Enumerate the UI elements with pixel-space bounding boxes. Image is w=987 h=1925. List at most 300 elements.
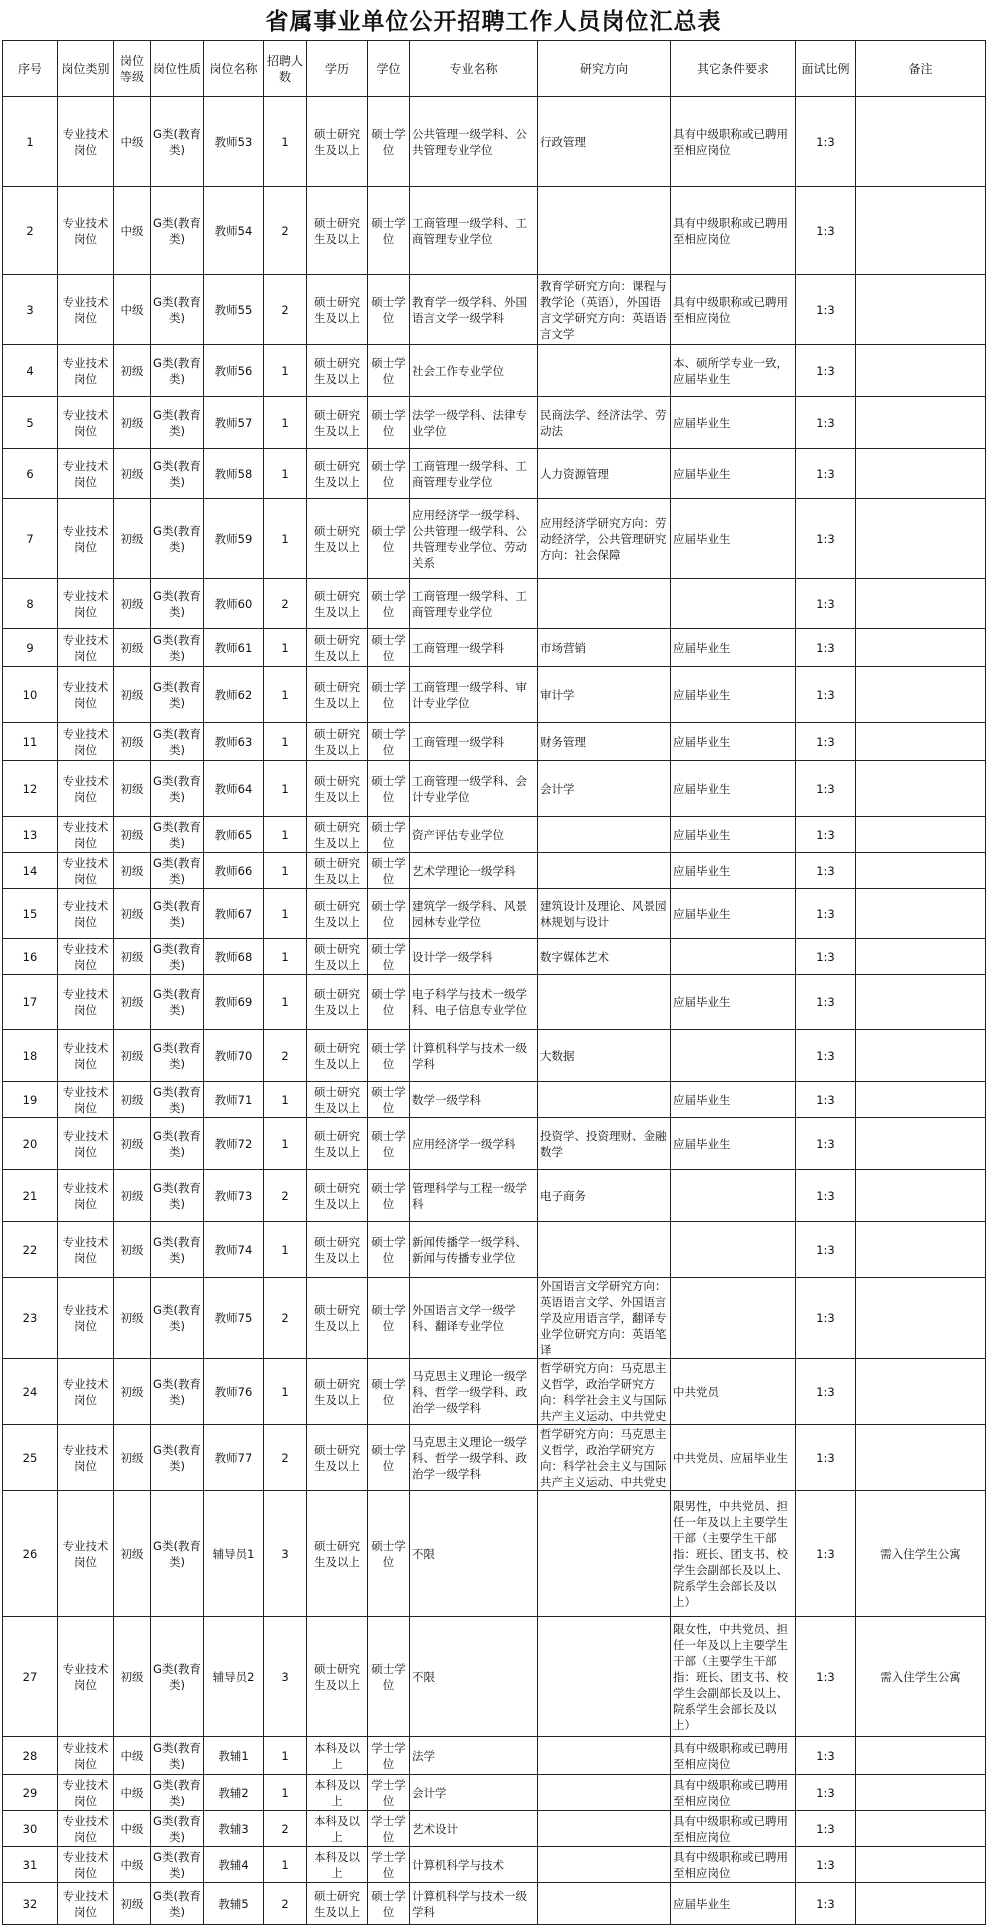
- cell-education: 硕士研究生及以上: [307, 1222, 368, 1278]
- cell-requirements: 应届毕业生: [671, 853, 796, 889]
- cell-remark: [856, 1118, 986, 1170]
- cell-count: 2: [264, 187, 307, 275]
- cell-count: 2: [264, 275, 307, 345]
- cell-index: 1: [3, 97, 58, 187]
- cell-research: 市场营销: [538, 629, 671, 667]
- cell-research: 投资学、投资理财、金融数学: [538, 1118, 671, 1170]
- cell-index: 15: [3, 889, 58, 939]
- cell-degree: 硕士学位: [368, 1491, 410, 1617]
- table-row: [3, 1811, 986, 1847]
- cell-degree: 硕士学位: [368, 853, 410, 889]
- cell-category: 专业技术岗位: [58, 1847, 114, 1883]
- cell-position: 教师71: [204, 1082, 264, 1118]
- cell-index: 23: [3, 1278, 58, 1359]
- cell-major: 建筑学一级学科、风景园林专业学位: [410, 889, 538, 939]
- table-row: [3, 1883, 986, 1925]
- cell-research: [538, 1737, 671, 1775]
- cell-education: 硕士研究生及以上: [307, 629, 368, 667]
- cell-position: 教师65: [204, 817, 264, 853]
- cell-category: 专业技术岗位: [58, 187, 114, 275]
- cell-research: 民商法学、经济法学、劳动法: [538, 397, 671, 449]
- cell-education: 硕士研究生及以上: [307, 1278, 368, 1359]
- cell-research: [538, 1775, 671, 1811]
- cell-research: 哲学研究方向：马克思主义哲学，政治学研究方向：科学社会主义与国际共产主义运动、中共党史: [538, 1425, 671, 1491]
- cell-requirements: [671, 579, 796, 629]
- cell-requirements: 应届毕业生: [671, 1883, 796, 1925]
- cell-remark: [856, 1030, 986, 1082]
- cell-major: 外国语言文学一级学科、翻译专业学位: [410, 1278, 538, 1359]
- cell-degree: 硕士学位: [368, 889, 410, 939]
- cell-category: 专业技术岗位: [58, 1030, 114, 1082]
- cell-interview-ratio: 1:3: [796, 723, 856, 761]
- cell-degree: 硕士学位: [368, 723, 410, 761]
- cell-category: 专业技术岗位: [58, 345, 114, 397]
- cell-major: 计算机科学与技术: [410, 1847, 538, 1883]
- cell-interview-ratio: 1:3: [796, 1737, 856, 1775]
- table-row: [3, 723, 986, 761]
- cell-research: [538, 187, 671, 275]
- cell-major: 工商管理一级学科、审计专业学位: [410, 667, 538, 723]
- cell-research: [538, 853, 671, 889]
- cell-level: 初级: [114, 975, 151, 1030]
- cell-requirements: 具有中级职称或已聘用至相应岗位: [671, 1737, 796, 1775]
- cell-research: [538, 579, 671, 629]
- cell-interview-ratio: 1:3: [796, 1775, 856, 1811]
- table-row: [3, 1222, 986, 1278]
- cell-count: 2: [264, 1811, 307, 1847]
- cell-remark: [856, 975, 986, 1030]
- cell-nature: G类(教育类): [151, 1737, 204, 1775]
- cell-position: 教师77: [204, 1425, 264, 1491]
- cell-degree: 硕士学位: [368, 1278, 410, 1359]
- header-cell: 序号: [3, 41, 58, 97]
- cell-position: 辅导员2: [204, 1617, 264, 1737]
- cell-nature: G类(教育类): [151, 889, 204, 939]
- cell-requirements: 应届毕业生: [671, 817, 796, 853]
- cell-nature: G类(教育类): [151, 629, 204, 667]
- cell-category: 专业技术岗位: [58, 499, 114, 579]
- cell-requirements: 具有中级职称或已聘用至相应岗位: [671, 1775, 796, 1811]
- cell-level: 初级: [114, 1030, 151, 1082]
- header-cell: 岗位名称: [204, 41, 264, 97]
- table-row: [3, 1425, 986, 1491]
- cell-interview-ratio: 1:3: [796, 629, 856, 667]
- cell-level: 中级: [114, 275, 151, 345]
- cell-index: 26: [3, 1491, 58, 1617]
- cell-interview-ratio: 1:3: [796, 889, 856, 939]
- table-row: [3, 817, 986, 853]
- cell-count: 1: [264, 1775, 307, 1811]
- cell-nature: G类(教育类): [151, 1847, 204, 1883]
- cell-degree: 硕士学位: [368, 499, 410, 579]
- cell-research: [538, 1617, 671, 1737]
- cell-position: 教师75: [204, 1278, 264, 1359]
- cell-index: 27: [3, 1617, 58, 1737]
- cell-major: 教育学一级学科、外国语言文学一级学科: [410, 275, 538, 345]
- cell-education: 硕士研究生及以上: [307, 275, 368, 345]
- cell-remark: [856, 939, 986, 975]
- table-row: [3, 275, 986, 345]
- cell-nature: G类(教育类): [151, 723, 204, 761]
- cell-requirements: 应届毕业生: [671, 397, 796, 449]
- cell-category: 专业技术岗位: [58, 629, 114, 667]
- cell-requirements: [671, 1278, 796, 1359]
- cell-education: 硕士研究生及以上: [307, 817, 368, 853]
- cell-education: 硕士研究生及以上: [307, 853, 368, 889]
- cell-degree: 硕士学位: [368, 1425, 410, 1491]
- cell-remark: [856, 579, 986, 629]
- cell-nature: G类(教育类): [151, 975, 204, 1030]
- header-cell: 岗位等级: [114, 41, 151, 97]
- cell-level: 初级: [114, 723, 151, 761]
- cell-requirements: 应届毕业生: [671, 975, 796, 1030]
- cell-position: 教师53: [204, 97, 264, 187]
- cell-education: 本科及以上: [307, 1847, 368, 1883]
- cell-degree: 硕士学位: [368, 975, 410, 1030]
- cell-count: 2: [264, 1030, 307, 1082]
- cell-interview-ratio: 1:3: [796, 449, 856, 499]
- cell-position: 教师63: [204, 723, 264, 761]
- cell-position: 教师54: [204, 187, 264, 275]
- cell-index: 16: [3, 939, 58, 975]
- cell-education: 硕士研究生及以上: [307, 499, 368, 579]
- cell-remark: [856, 187, 986, 275]
- cell-education: 硕士研究生及以上: [307, 1425, 368, 1491]
- table-row: [3, 1617, 986, 1737]
- cell-remark: [856, 1737, 986, 1775]
- cell-education: 硕士研究生及以上: [307, 1883, 368, 1925]
- cell-education: 硕士研究生及以上: [307, 187, 368, 275]
- cell-index: 30: [3, 1811, 58, 1847]
- header-cell: 学历: [307, 41, 368, 97]
- cell-interview-ratio: 1:3: [796, 1170, 856, 1222]
- cell-remark: 需入住学生公寓: [856, 1617, 986, 1737]
- cell-position: 教辅4: [204, 1847, 264, 1883]
- cell-degree: 学士学位: [368, 1737, 410, 1775]
- cell-level: 中级: [114, 1811, 151, 1847]
- cell-interview-ratio: 1:3: [796, 817, 856, 853]
- cell-major: 工商管理一级学科: [410, 723, 538, 761]
- table-row: [3, 1118, 986, 1170]
- cell-remark: [856, 889, 986, 939]
- cell-position: 教师68: [204, 939, 264, 975]
- cell-research: 外国语言文学研究方向：英语语言文学、外国语言学及应用语言学，翻译专业学位研究方向：英语笔译: [538, 1278, 671, 1359]
- cell-category: 专业技术岗位: [58, 579, 114, 629]
- cell-research: 建筑设计及理论、风景园林规划与设计: [538, 889, 671, 939]
- cell-research: [538, 1082, 671, 1118]
- cell-nature: G类(教育类): [151, 97, 204, 187]
- cell-remark: [856, 345, 986, 397]
- cell-requirements: 具有中级职称或已聘用至相应岗位: [671, 187, 796, 275]
- cell-position: 教师70: [204, 1030, 264, 1082]
- cell-level: 初级: [114, 1425, 151, 1491]
- cell-category: 专业技术岗位: [58, 1491, 114, 1617]
- cell-nature: G类(教育类): [151, 397, 204, 449]
- cell-major: 会计学: [410, 1775, 538, 1811]
- cell-level: 中级: [114, 97, 151, 187]
- cell-degree: 硕士学位: [368, 579, 410, 629]
- cell-position: 教师59: [204, 499, 264, 579]
- cell-nature: G类(教育类): [151, 1170, 204, 1222]
- header-cell: 其它条件要求: [671, 41, 796, 97]
- table-row: [3, 97, 986, 187]
- cell-education: 硕士研究生及以上: [307, 723, 368, 761]
- cell-category: 专业技术岗位: [58, 1737, 114, 1775]
- cell-count: 3: [264, 1617, 307, 1737]
- cell-count: 1: [264, 723, 307, 761]
- cell-nature: G类(教育类): [151, 1030, 204, 1082]
- cell-degree: 硕士学位: [368, 1222, 410, 1278]
- cell-remark: [856, 1425, 986, 1491]
- table-row: [3, 1847, 986, 1883]
- header-cell: 专业名称: [410, 41, 538, 97]
- table-row: [3, 187, 986, 275]
- cell-level: 初级: [114, 761, 151, 817]
- cell-remark: [856, 1811, 986, 1847]
- cell-index: 21: [3, 1170, 58, 1222]
- cell-remark: [856, 761, 986, 817]
- cell-count: 1: [264, 97, 307, 187]
- cell-education: 硕士研究生及以上: [307, 345, 368, 397]
- cell-category: 专业技术岗位: [58, 667, 114, 723]
- cell-interview-ratio: 1:3: [796, 1811, 856, 1847]
- cell-index: 3: [3, 275, 58, 345]
- cell-count: 1: [264, 449, 307, 499]
- cell-major: 社会工作专业学位: [410, 345, 538, 397]
- cell-level: 初级: [114, 579, 151, 629]
- cell-research: 应用经济学研究方向：劳动经济学，公共管理研究方向：社会保障: [538, 499, 671, 579]
- cell-interview-ratio: 1:3: [796, 187, 856, 275]
- cell-degree: 硕士学位: [368, 1030, 410, 1082]
- cell-degree: 硕士学位: [368, 1359, 410, 1425]
- cell-nature: G类(教育类): [151, 939, 204, 975]
- table-body: [3, 97, 986, 1925]
- cell-position: 教辅3: [204, 1811, 264, 1847]
- cell-remark: [856, 723, 986, 761]
- cell-degree: 硕士学位: [368, 629, 410, 667]
- cell-count: 2: [264, 1278, 307, 1359]
- cell-education: 本科及以上: [307, 1775, 368, 1811]
- cell-requirements: 应届毕业生: [671, 1082, 796, 1118]
- cell-major: 应用经济学一级学科: [410, 1118, 538, 1170]
- cell-index: 32: [3, 1883, 58, 1925]
- cell-research: 会计学: [538, 761, 671, 817]
- cell-degree: 硕士学位: [368, 761, 410, 817]
- cell-interview-ratio: 1:3: [796, 579, 856, 629]
- cell-nature: G类(教育类): [151, 1278, 204, 1359]
- cell-research: [538, 817, 671, 853]
- cell-requirements: 具有中级职称或已聘用至相应岗位: [671, 1811, 796, 1847]
- cell-major: 工商管理一级学科: [410, 629, 538, 667]
- cell-category: 专业技术岗位: [58, 97, 114, 187]
- header-cell: 招聘人数: [264, 41, 307, 97]
- cell-count: 1: [264, 397, 307, 449]
- cell-level: 初级: [114, 853, 151, 889]
- cell-education: 硕士研究生及以上: [307, 1491, 368, 1617]
- cell-position: 教师56: [204, 345, 264, 397]
- cell-category: 专业技术岗位: [58, 1082, 114, 1118]
- cell-nature: G类(教育类): [151, 1425, 204, 1491]
- cell-research: [538, 1811, 671, 1847]
- cell-count: 1: [264, 1082, 307, 1118]
- cell-requirements: 应届毕业生: [671, 1118, 796, 1170]
- cell-count: 1: [264, 1118, 307, 1170]
- cell-requirements: 限男性，中共党员、担任一年及以上主要学生干部（主要学生干部指：班长、团支书、校学生会副部长及以上、院系学生会部长及以上）: [671, 1491, 796, 1617]
- cell-degree: 硕士学位: [368, 1883, 410, 1925]
- cell-category: 专业技术岗位: [58, 975, 114, 1030]
- cell-research: 教育学研究方向：课程与教学论（英语），外国语言文学研究方向：英语语言文学: [538, 275, 671, 345]
- cell-research: 行政管理: [538, 97, 671, 187]
- cell-research: [538, 345, 671, 397]
- cell-requirements: 应届毕业生: [671, 499, 796, 579]
- cell-remark: [856, 97, 986, 187]
- positions-table: [2, 40, 986, 1925]
- cell-index: 20: [3, 1118, 58, 1170]
- cell-position: 教师73: [204, 1170, 264, 1222]
- cell-interview-ratio: 1:3: [796, 1491, 856, 1617]
- cell-level: 初级: [114, 939, 151, 975]
- cell-level: 初级: [114, 1222, 151, 1278]
- cell-nature: G类(教育类): [151, 1359, 204, 1425]
- cell-major: 不限: [410, 1491, 538, 1617]
- cell-education: 硕士研究生及以上: [307, 1617, 368, 1737]
- cell-requirements: [671, 1030, 796, 1082]
- cell-requirements: 中共党员: [671, 1359, 796, 1425]
- cell-major: 工商管理一级学科、会计专业学位: [410, 761, 538, 817]
- table-row: [3, 667, 986, 723]
- cell-level: 初级: [114, 889, 151, 939]
- cell-degree: 硕士学位: [368, 1170, 410, 1222]
- cell-position: 教辅1: [204, 1737, 264, 1775]
- cell-education: 硕士研究生及以上: [307, 397, 368, 449]
- cell-level: 初级: [114, 817, 151, 853]
- cell-research: 大数据: [538, 1030, 671, 1082]
- cell-degree: 硕士学位: [368, 187, 410, 275]
- table-row: [3, 853, 986, 889]
- cell-research: [538, 1491, 671, 1617]
- cell-remark: [856, 667, 986, 723]
- cell-requirements: 具有中级职称或已聘用至相应岗位: [671, 1847, 796, 1883]
- cell-degree: 硕士学位: [368, 1082, 410, 1118]
- cell-major: 艺术设计: [410, 1811, 538, 1847]
- table-row: [3, 975, 986, 1030]
- cell-major: 艺术学理论一级学科: [410, 853, 538, 889]
- cell-count: 1: [264, 1359, 307, 1425]
- cell-major: 计算机科学与技术一级学科: [410, 1883, 538, 1925]
- header-cell: 学位: [368, 41, 410, 97]
- cell-research: 数字媒体艺术: [538, 939, 671, 975]
- cell-level: 初级: [114, 1118, 151, 1170]
- cell-degree: 硕士学位: [368, 817, 410, 853]
- cell-interview-ratio: 1:3: [796, 1359, 856, 1425]
- cell-interview-ratio: 1:3: [796, 1847, 856, 1883]
- cell-requirements: [671, 1222, 796, 1278]
- cell-category: 专业技术岗位: [58, 449, 114, 499]
- cell-major: 马克思主义理论一级学科、哲学一级学科、政治学一级学科: [410, 1425, 538, 1491]
- cell-category: 专业技术岗位: [58, 397, 114, 449]
- cell-nature: G类(教育类): [151, 1491, 204, 1617]
- cell-index: 4: [3, 345, 58, 397]
- cell-major: 应用经济学一级学科、公共管理一级学科、公共管理专业学位、劳动关系: [410, 499, 538, 579]
- table-row: [3, 397, 986, 449]
- cell-nature: G类(教育类): [151, 187, 204, 275]
- cell-level: 初级: [114, 1170, 151, 1222]
- cell-remark: [856, 1883, 986, 1925]
- cell-education: 硕士研究生及以上: [307, 939, 368, 975]
- cell-level: 初级: [114, 397, 151, 449]
- cell-level: 初级: [114, 1883, 151, 1925]
- cell-level: 初级: [114, 629, 151, 667]
- table-row: [3, 345, 986, 397]
- cell-count: 1: [264, 499, 307, 579]
- header-cell: 面试比例: [796, 41, 856, 97]
- cell-nature: G类(教育类): [151, 275, 204, 345]
- cell-level: 初级: [114, 499, 151, 579]
- cell-interview-ratio: 1:3: [796, 1082, 856, 1118]
- table-row: [3, 1030, 986, 1082]
- cell-category: 专业技术岗位: [58, 817, 114, 853]
- cell-education: 硕士研究生及以上: [307, 1030, 368, 1082]
- cell-requirements: 限女性，中共党员、担任一年及以上主要学生干部（主要学生干部指：班长、团支书、校学生会副部长及以上、院系学生会部长及以上）: [671, 1617, 796, 1737]
- cell-degree: 硕士学位: [368, 1118, 410, 1170]
- cell-remark: [856, 1170, 986, 1222]
- cell-interview-ratio: 1:3: [796, 761, 856, 817]
- cell-remark: [856, 397, 986, 449]
- cell-requirements: 应届毕业生: [671, 667, 796, 723]
- cell-category: 专业技术岗位: [58, 1775, 114, 1811]
- cell-level: 初级: [114, 667, 151, 723]
- cell-position: 教辅2: [204, 1775, 264, 1811]
- cell-remark: [856, 1222, 986, 1278]
- cell-index: 13: [3, 817, 58, 853]
- table-row: [3, 889, 986, 939]
- cell-nature: G类(教育类): [151, 1775, 204, 1811]
- cell-position: 教师60: [204, 579, 264, 629]
- table-row: [3, 1082, 986, 1118]
- cell-category: 专业技术岗位: [58, 1811, 114, 1847]
- cell-position: 教师67: [204, 889, 264, 939]
- cell-requirements: 具有中级职称或已聘用至相应岗位: [671, 97, 796, 187]
- cell-index: 5: [3, 397, 58, 449]
- cell-category: 专业技术岗位: [58, 1170, 114, 1222]
- cell-index: 17: [3, 975, 58, 1030]
- cell-degree: 硕士学位: [368, 397, 410, 449]
- cell-interview-ratio: 1:3: [796, 397, 856, 449]
- cell-index: 28: [3, 1737, 58, 1775]
- cell-level: 初级: [114, 1617, 151, 1737]
- cell-nature: G类(教育类): [151, 345, 204, 397]
- cell-position: 教辅5: [204, 1883, 264, 1925]
- cell-nature: G类(教育类): [151, 761, 204, 817]
- cell-count: 1: [264, 345, 307, 397]
- cell-education: 硕士研究生及以上: [307, 1118, 368, 1170]
- cell-major: 管理科学与工程一级学科: [410, 1170, 538, 1222]
- cell-remark: [856, 629, 986, 667]
- cell-interview-ratio: 1:3: [796, 1617, 856, 1737]
- cell-level: 初级: [114, 449, 151, 499]
- table-row: [3, 579, 986, 629]
- cell-major: 资产评估专业学位: [410, 817, 538, 853]
- cell-degree: 硕士学位: [368, 1617, 410, 1737]
- cell-index: 14: [3, 853, 58, 889]
- header-cell: 岗位性质: [151, 41, 204, 97]
- cell-interview-ratio: 1:3: [796, 499, 856, 579]
- cell-category: 专业技术岗位: [58, 1425, 114, 1491]
- table-row: [3, 1737, 986, 1775]
- cell-count: 1: [264, 1737, 307, 1775]
- cell-education: 硕士研究生及以上: [307, 761, 368, 817]
- cell-remark: [856, 1775, 986, 1811]
